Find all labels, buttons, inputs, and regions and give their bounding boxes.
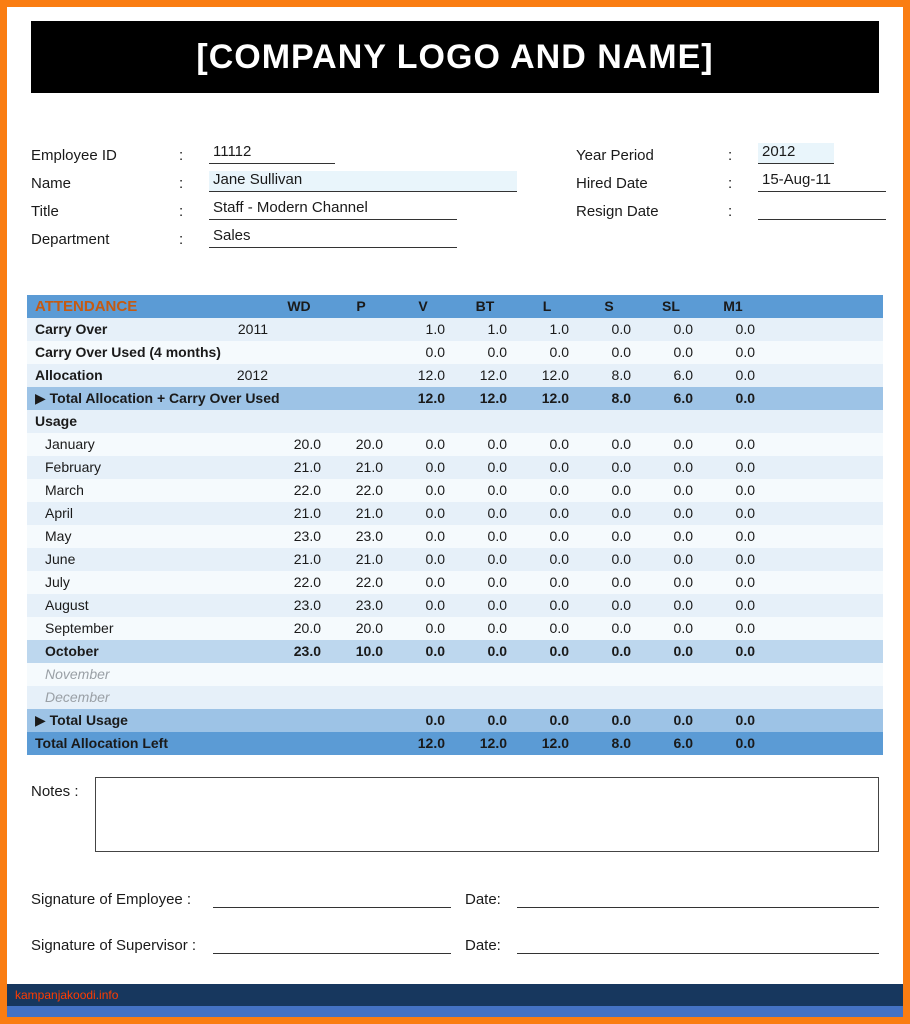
cell-l [522,686,584,709]
cell-s: 0.0 [611,712,631,728]
row-filler [770,364,883,387]
notes-box[interactable] [95,777,879,852]
field-colon: : [179,147,184,164]
field-colon: : [728,147,733,164]
cell-v: 0.0 [425,551,445,567]
cell-v: 0.0 [425,620,445,636]
cell-l: 12.0 [541,367,569,383]
cell-s: 8.0 [611,390,631,406]
year-period-field[interactable]: 2012 [758,143,834,164]
cell-l: 0.0 [549,620,569,636]
cell-l: 0.0 [549,551,569,567]
row-label: August [45,597,89,613]
cell-v: 12.0 [417,367,445,383]
field-colon: : [179,175,184,192]
cell-p: 23.0 [355,528,383,544]
row-filler [770,686,883,709]
cell-s: 0.0 [611,321,631,337]
row-year [212,502,274,525]
cell-m1: 0.0 [735,528,755,544]
employee-id-field[interactable]: 11112 [209,143,335,164]
name-label: Name [31,175,72,192]
cell-v: 12.0 [417,735,445,751]
cell-v: 0.0 [425,643,445,659]
attendance-table [27,295,883,755]
cell-p: 21.0 [355,551,383,567]
row-label: Allocation [35,367,103,383]
table-row [27,640,883,663]
employee-signature-label: Signature of Employee : [31,891,192,908]
cell-wd [274,732,336,755]
cell-l [522,663,584,686]
cell-s [584,686,646,709]
cell-l: 0.0 [549,712,569,728]
department-field[interactable]: Sales [209,227,457,248]
cell-p: 21.0 [355,459,383,475]
cell-l: 0.0 [549,505,569,521]
hired-date-label: Hired Date [576,175,648,192]
cell-m1: 0.0 [735,459,755,475]
cell-wd [274,709,336,732]
row-label: March [45,482,84,498]
cell-bt: 0.0 [487,436,507,452]
row-year [212,525,274,548]
signature-row-employee [31,882,879,908]
cell-sl: 0.0 [673,321,693,337]
cell-wd: 22.0 [293,574,321,590]
info-row [31,221,576,248]
table-row [27,502,883,525]
supervisor-signature-line[interactable] [213,934,451,954]
row-filler [770,479,883,502]
row-label: November [45,666,110,682]
resign-date-field[interactable] [758,199,886,220]
cell-sl: 0.0 [673,528,693,544]
cell-p: 22.0 [355,482,383,498]
cell-p [336,364,398,387]
cell-v: 0.0 [425,528,445,544]
cell-sl: 0.0 [673,505,693,521]
row-year [212,732,274,755]
cell-v: 0.0 [425,436,445,452]
row-label: June [45,551,76,567]
row-year [212,410,274,433]
col-header-v: V [418,298,428,314]
cell-s: 0.0 [611,436,631,452]
cell-v [398,410,460,433]
cell-p [336,663,398,686]
row-label: July [45,574,70,590]
cell-sl: 6.0 [673,367,693,383]
info-row [31,137,576,164]
cell-bt: 1.0 [487,321,507,337]
cell-wd: 22.0 [293,482,321,498]
attendance-rows [27,318,883,755]
cell-m1: 0.0 [735,712,755,728]
cell-v: 0.0 [425,505,445,521]
supervisor-signature-label: Signature of Supervisor : [31,937,197,954]
cell-l: 0.0 [549,528,569,544]
table-row [27,548,883,571]
cell-p [336,709,398,732]
row-label: December [45,689,110,705]
row-year [212,617,274,640]
cell-sl: 6.0 [673,735,693,751]
cell-l: 12.0 [541,735,569,751]
employee-info-left [31,137,576,249]
cell-l: 0.0 [549,459,569,475]
employee-id-label: Employee ID [31,147,117,164]
table-row [27,732,883,755]
cell-m1: 0.0 [735,643,755,659]
cell-sl [646,410,708,433]
employee-date-label: Date: [465,891,501,908]
cell-v: 1.0 [425,321,445,337]
row-year: 2011 [237,321,268,337]
cell-v: 0.0 [425,574,445,590]
row-year [212,640,274,663]
col-header-sl: SL [662,298,680,314]
cell-m1: 0.0 [735,436,755,452]
row-label: October [45,643,99,659]
cell-s: 0.0 [611,528,631,544]
cell-v: 0.0 [425,597,445,613]
row-filler [770,594,883,617]
row-label: ▶ Total Usage [35,712,128,728]
cell-bt: 0.0 [487,459,507,475]
row-label: Total Allocation Left [35,735,168,751]
cell-bt: 0.0 [487,528,507,544]
row-filler [770,663,883,686]
col-header-p: P [356,298,366,314]
cell-wd: 23.0 [293,597,321,613]
cell-s: 0.0 [611,505,631,521]
col-header-bt: BT [475,298,495,314]
header-year-spacer [212,295,274,318]
row-year [212,594,274,617]
row-year [212,571,274,594]
info-row [576,137,886,164]
cell-wd: 21.0 [293,459,321,475]
row-year [212,686,274,709]
cell-bt: 0.0 [487,712,507,728]
cell-m1: 0.0 [735,321,755,337]
company-header [31,21,879,93]
footer-stripe [7,1006,903,1017]
cell-p [336,341,398,364]
cell-m1: 0.0 [735,620,755,636]
field-colon: : [728,203,733,220]
row-filler [770,709,883,732]
cell-s: 0.0 [611,344,631,360]
cell-p: 23.0 [355,597,383,613]
table-row [27,318,883,341]
cell-s: 0.0 [611,482,631,498]
cell-wd [274,341,336,364]
cell-wd [274,663,336,686]
cell-m1: 0.0 [735,505,755,521]
cell-m1: 0.0 [735,344,755,360]
cell-m1: 0.0 [735,597,755,613]
cell-bt: 12.0 [479,390,507,406]
row-label: September [45,620,114,636]
cell-p: 22.0 [355,574,383,590]
cell-wd [274,410,336,433]
employee-date-line[interactable] [517,888,879,908]
cell-v: 0.0 [425,344,445,360]
name-field[interactable]: Jane Sullivan [209,171,517,192]
cell-sl: 0.0 [673,459,693,475]
cell-wd [274,318,336,341]
cell-p [336,410,398,433]
row-year [212,456,274,479]
table-row [27,410,883,433]
cell-sl: 6.0 [673,390,693,406]
footer-bar [7,984,903,1006]
title-label: Title [31,203,59,220]
row-filler [770,640,883,663]
table-row [27,594,883,617]
cell-bt: 0.0 [487,597,507,613]
cell-bt: 0.0 [487,620,507,636]
cell-sl: 0.0 [673,344,693,360]
cell-sl: 0.0 [673,620,693,636]
footer [7,984,903,1017]
table-row [27,479,883,502]
row-year [212,548,274,571]
col-header-s: S [604,298,614,314]
row-filler [770,410,883,433]
row-year [212,663,274,686]
row-label: Carry Over [35,321,108,337]
row-label: January [45,436,95,452]
cell-m1: 0.0 [735,367,755,383]
cell-m1 [708,686,770,709]
info-row [31,193,576,220]
cell-wd: 20.0 [293,620,321,636]
table-header-row [27,295,883,318]
cell-wd [274,364,336,387]
field-colon: : [179,203,184,220]
table-row [27,663,883,686]
cell-wd: 21.0 [293,505,321,521]
cell-v: 0.0 [425,712,445,728]
cell-bt: 0.0 [487,505,507,521]
cell-s [584,663,646,686]
cell-sl [646,663,708,686]
resign-date-label: Resign Date [576,203,659,220]
table-row [27,456,883,479]
attendance-title: ATTENDANCE [35,298,138,315]
cell-wd [274,686,336,709]
page [7,21,903,1002]
footer-link[interactable]: kampanjakoodi.info [15,988,119,1002]
cell-p [336,387,398,410]
table-row [27,525,883,548]
cell-m1: 0.0 [735,574,755,590]
row-filler [770,571,883,594]
table-row [27,571,883,594]
table-row [27,686,883,709]
cell-wd [274,387,336,410]
col-header-wd: WD [287,298,311,314]
field-colon: : [179,231,184,248]
cell-s: 0.0 [611,620,631,636]
cell-v [398,686,460,709]
cell-l: 0.0 [549,344,569,360]
info-row [576,165,886,192]
cell-p: 20.0 [355,436,383,452]
employee-signature-line[interactable] [213,888,451,908]
cell-l: 1.0 [549,321,569,337]
cell-p: 20.0 [355,620,383,636]
cell-s [584,410,646,433]
cell-p [336,686,398,709]
row-filler [770,525,883,548]
row-label: April [45,505,74,521]
cell-sl: 0.0 [673,574,693,590]
field-colon: : [728,175,733,192]
table-row [27,364,883,387]
row-label: Usage [35,413,78,429]
row-label: May [45,528,72,544]
cell-v: 0.0 [425,482,445,498]
cell-sl [646,686,708,709]
row-filler [770,617,883,640]
row-filler [770,548,883,571]
cell-s: 0.0 [611,459,631,475]
cell-wd: 20.0 [293,436,321,452]
cell-wd: 23.0 [293,643,321,659]
cell-bt: 0.0 [487,344,507,360]
cell-l: 0.0 [549,643,569,659]
cell-s: 0.0 [611,574,631,590]
cell-m1 [708,663,770,686]
table-row [27,709,883,732]
row-filler [770,502,883,525]
cell-bt: 0.0 [487,551,507,567]
cell-sl: 0.0 [673,551,693,567]
cell-s: 8.0 [611,367,631,383]
cell-m1: 0.0 [735,551,755,567]
row-filler [770,295,883,318]
cell-s: 0.0 [611,551,631,567]
cell-p [336,318,398,341]
cell-m1: 0.0 [735,735,755,751]
cell-sl: 0.0 [673,643,693,659]
employee-info-right [576,137,886,249]
cell-bt [460,410,522,433]
cell-sl: 0.0 [673,597,693,613]
year-period-label: Year Period [576,147,654,164]
notes-section [31,777,879,852]
row-label: February [45,459,102,475]
row-filler [770,387,883,410]
cell-l: 0.0 [549,436,569,452]
cell-s: 0.0 [611,597,631,613]
cell-v [398,663,460,686]
cell-sl: 0.0 [673,712,693,728]
cell-sl: 0.0 [673,482,693,498]
cell-wd: 21.0 [293,551,321,567]
row-year [212,387,274,410]
cell-p [336,732,398,755]
department-label: Department [31,231,110,248]
row-year [212,341,274,364]
cell-s: 8.0 [611,735,631,751]
cell-l [522,410,584,433]
row-filler [770,433,883,456]
table-row [27,387,883,410]
row-year [212,479,274,502]
cell-v: 12.0 [417,390,445,406]
cell-l: 0.0 [549,482,569,498]
cell-wd: 23.0 [293,528,321,544]
cell-bt: 0.0 [487,643,507,659]
cell-l: 0.0 [549,597,569,613]
row-label: Carry Over Used (4 months) [35,344,221,360]
cell-sl: 0.0 [673,436,693,452]
row-year [212,433,274,456]
row-filler [770,456,883,479]
table-row [27,341,883,364]
table-row [27,617,883,640]
row-year [212,709,274,732]
cell-l: 0.0 [549,574,569,590]
row-filler [770,318,883,341]
table-row [27,433,883,456]
row-filler [770,732,883,755]
cell-bt: 12.0 [479,735,507,751]
supervisor-date-label: Date: [465,937,501,954]
row-label: ▶ Total Allocation + Carry Over Used [35,390,280,406]
row-year: 2012 [236,367,268,383]
col-header-l: L [542,298,552,314]
cell-bt: 12.0 [479,367,507,383]
cell-p: 10.0 [355,643,383,659]
supervisor-date-line[interactable] [517,934,879,954]
info-row [31,165,576,192]
row-filler [770,341,883,364]
notes-label: Notes : [31,783,79,800]
col-header-m1: M1 [723,298,743,314]
cell-m1 [708,410,770,433]
cell-m1: 0.0 [735,390,755,406]
cell-bt: 0.0 [487,482,507,498]
hired-date-field[interactable]: 15-Aug-11 [758,171,886,192]
cell-l: 12.0 [541,390,569,406]
cell-s: 0.0 [611,643,631,659]
employee-info [31,137,879,249]
cell-bt [460,686,522,709]
company-title: [COMPANY LOGO AND NAME] [196,37,714,76]
cell-p: 21.0 [355,505,383,521]
cell-bt [460,663,522,686]
info-row [576,193,886,220]
cell-m1: 0.0 [735,482,755,498]
signature-row-supervisor [31,928,879,954]
cell-bt: 0.0 [487,574,507,590]
cell-v: 0.0 [425,459,445,475]
title-field[interactable]: Staff - Modern Channel [209,199,457,220]
